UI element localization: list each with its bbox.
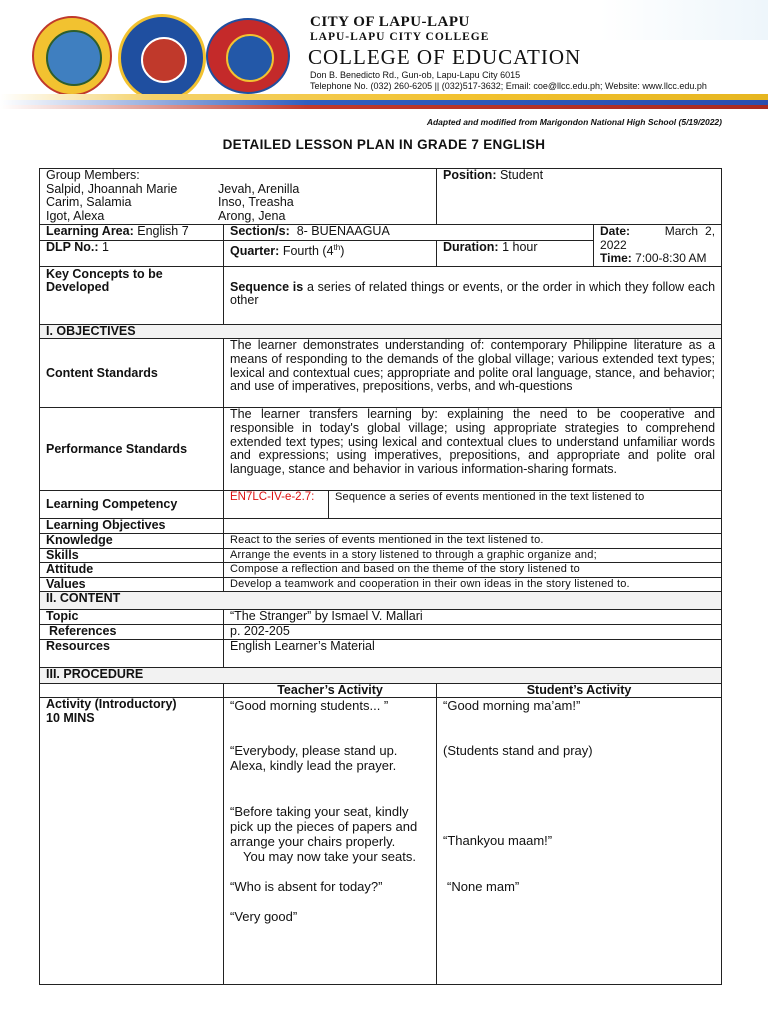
values-row xyxy=(40,577,722,592)
teacher-line: “Very good” xyxy=(230,909,298,925)
adapted-note: Adapted and modified from Marigondon National High School (5/19/2022) xyxy=(426,117,722,127)
skills-label: Skills xyxy=(40,548,224,563)
learning-area-value: English 7 xyxy=(137,224,189,238)
duration-label: Duration: xyxy=(443,240,499,254)
student-line: “None mam” xyxy=(447,879,520,895)
performance-standards-row xyxy=(40,408,722,491)
performance-standards-text: The learner transfers learning by: explaining the need to be cooperative and responsible in today's global village; using appropriate strategies to comprehend extended text types; using lexical and contextual clues to understand unfamiliar words and expressions; using imperatives, prepositions, and appropriate and polite oral language, stance and behavior in various information-sharing formats. xyxy=(224,408,722,491)
key-concepts-text: a series of related things or events, or the order in which they follow each other xyxy=(230,279,716,308)
quarter-label: Quarter: xyxy=(230,243,280,258)
teacher-line: “Before taking your seat, kindly xyxy=(230,804,409,820)
attitude-row xyxy=(40,563,722,578)
member-name: Jevah, Arenilla xyxy=(218,181,300,196)
member-name: Salpid, Jhoannah Marie xyxy=(46,181,178,196)
teacher-line: “Who is absent for today?” xyxy=(230,879,383,895)
learning-objectives-row xyxy=(40,519,722,534)
document-title: DETAILED LESSON PLAN IN GRADE 7 ENGLISH xyxy=(222,137,546,152)
key-concepts-cell xyxy=(224,266,722,324)
procedure-heading: III. PROCEDURE xyxy=(40,667,722,683)
learning-competency-label: Learning Competency xyxy=(40,491,224,519)
header-department: COLLEGE OF EDUCATION xyxy=(308,45,582,69)
member-name: Inso, Treasha xyxy=(218,195,294,210)
resources-value: English Learner’s Material xyxy=(224,639,722,667)
lapu-lapu-city-college-logo xyxy=(118,14,206,102)
teacher-line: arrange your chairs properly. xyxy=(230,834,396,850)
position-cell xyxy=(437,169,722,225)
header-stripe-red xyxy=(0,105,768,109)
activity-label: Activity (Introductory) xyxy=(46,697,177,712)
quarter-value: Fourth (4 xyxy=(282,243,334,258)
learning-competency-cell xyxy=(224,491,722,519)
activity-row xyxy=(40,698,722,985)
content-heading-row xyxy=(40,592,722,610)
skills-row xyxy=(40,548,722,563)
attitude-label: Attitude xyxy=(40,563,224,578)
date-value: March 2, 2022 xyxy=(600,224,716,252)
references-row xyxy=(40,624,722,639)
section-label: Section/s: xyxy=(230,224,290,238)
header-address: Don B. Benedicto Rd., Gun-ob, Lapu-Lapu City 6015 xyxy=(310,70,521,80)
date-time-cell xyxy=(594,225,722,267)
content-heading: II. CONTENT xyxy=(40,592,722,610)
quarter-sup: th xyxy=(333,242,341,252)
lesson-plan-table xyxy=(39,168,722,985)
header-college: LAPU-LAPU CITY COLLEGE xyxy=(310,31,490,43)
section-cell xyxy=(224,225,594,241)
skills-text: Arrange the events in a story listened to through a graphic organize and; xyxy=(224,548,722,563)
member-name: Arong, Jena xyxy=(218,208,286,223)
college-of-education-logo xyxy=(206,18,290,94)
position-value: Student xyxy=(499,168,544,182)
member-name: Igot, Alexa xyxy=(46,208,105,223)
activity-label-cell xyxy=(40,698,224,985)
teacher-line: pick up the pieces of papers and xyxy=(230,819,418,835)
learning-area-cell xyxy=(40,225,224,241)
duration-cell xyxy=(437,240,594,266)
dlp-label: DLP No.: xyxy=(46,240,99,254)
references-value: p. 202-205 xyxy=(224,624,722,639)
content-standards-text: The learner demonstrates understanding of: contemporary Philippine literature as a means of responding to the demands of the global village; various extended text types; lexical and contextual cues; appropriate and polite oral language, stance, and behavior; and use of imperatives, prepositions, verbs, and wh-questions xyxy=(224,339,722,408)
objectives-heading: I. OBJECTIVES xyxy=(40,324,722,339)
content-standards-row xyxy=(40,339,722,408)
time-label: Time: xyxy=(600,251,632,266)
student-activity-header: Student’s Activity xyxy=(437,683,722,698)
competency-text: Sequence a series of events mentioned in the text listened to xyxy=(335,491,645,504)
quarter-close: ) xyxy=(340,243,345,258)
student-activity-cell xyxy=(437,698,722,985)
resources-row xyxy=(40,639,722,667)
learning-area-label: Learning Area: xyxy=(46,224,134,238)
quarter-cell xyxy=(224,240,437,266)
procedure-heading-row xyxy=(40,667,722,683)
knowledge-label: Knowledge xyxy=(40,533,224,548)
duration-value: 1 hour xyxy=(502,240,538,254)
learning-competency-row xyxy=(40,491,722,519)
section-value: 8- BUENAAGUA xyxy=(296,224,390,238)
teacher-activity-cell xyxy=(224,698,437,985)
header-background xyxy=(600,0,768,40)
member-name: Carim, Salamia xyxy=(46,195,132,210)
header-contact: Telephone No. (032) 260-6205 || (032)517-3632; Email: coe@llcc.edu.ph; Website: www.llcc.edu.ph xyxy=(310,81,707,91)
knowledge-row xyxy=(40,533,722,548)
city-official-seal-logo xyxy=(32,16,112,96)
procedure-corner xyxy=(40,683,224,698)
references-label: References xyxy=(40,624,224,639)
topic-label: Topic xyxy=(40,610,224,625)
learning-area-row xyxy=(40,225,722,241)
knowledge-text: React to the series of events mentioned in the text listened to. xyxy=(224,533,722,548)
dlp-value: 1 xyxy=(102,240,109,254)
teacher-line: You may now take your seats. xyxy=(243,849,416,865)
teacher-activity-header: Teacher’s Activity xyxy=(224,683,437,698)
teacher-line: “Everybody, please stand up. xyxy=(230,743,398,759)
teacher-line: “Good morning students... ” xyxy=(230,698,389,714)
performance-standards-label: Performance Standards xyxy=(40,408,224,491)
values-text: Develop a teamwork and cooperation in their own ideas in the story listened to. xyxy=(224,577,722,592)
dlp-cell xyxy=(40,240,224,266)
objectives-heading-row xyxy=(40,324,722,339)
key-concepts-row xyxy=(40,266,722,324)
learning-objectives-empty xyxy=(224,519,722,534)
student-line: (Students stand and pray) xyxy=(443,743,593,759)
values-label: Values xyxy=(40,577,224,592)
resources-label: Resources xyxy=(40,639,224,667)
attitude-text: Compose a reflection and based on the theme of the story listened to xyxy=(224,563,722,578)
topic-value: “The Stranger” by Ismael V. Mallari xyxy=(224,610,722,625)
competency-code: EN7LC-IV-e-2.7: xyxy=(224,491,329,518)
position-label: Position: xyxy=(443,168,497,182)
activity-time: 10 MINS xyxy=(46,710,95,725)
header-city: CITY OF LAPU-LAPU xyxy=(310,14,470,30)
teacher-line: Alexa, kindly lead the prayer. xyxy=(230,758,397,774)
time-value: 7:00-8:30 AM xyxy=(635,251,707,266)
student-line: “Thankyou maam!” xyxy=(443,833,553,849)
date-label: Date: xyxy=(600,224,631,238)
procedure-columns-row xyxy=(40,683,722,698)
content-standards-label: Content Standards xyxy=(40,339,224,408)
group-members-cell xyxy=(40,169,437,225)
topic-row xyxy=(40,610,722,625)
learning-objectives-label: Learning Objectives xyxy=(40,519,224,534)
key-concepts-term: Sequence is xyxy=(230,279,304,294)
student-line: “Good morning ma’am!” xyxy=(443,698,581,714)
group-members-label: Group Members: xyxy=(46,168,140,182)
group-members-row xyxy=(40,169,722,225)
key-concepts-label: Key Concepts to be Developed xyxy=(40,266,224,324)
